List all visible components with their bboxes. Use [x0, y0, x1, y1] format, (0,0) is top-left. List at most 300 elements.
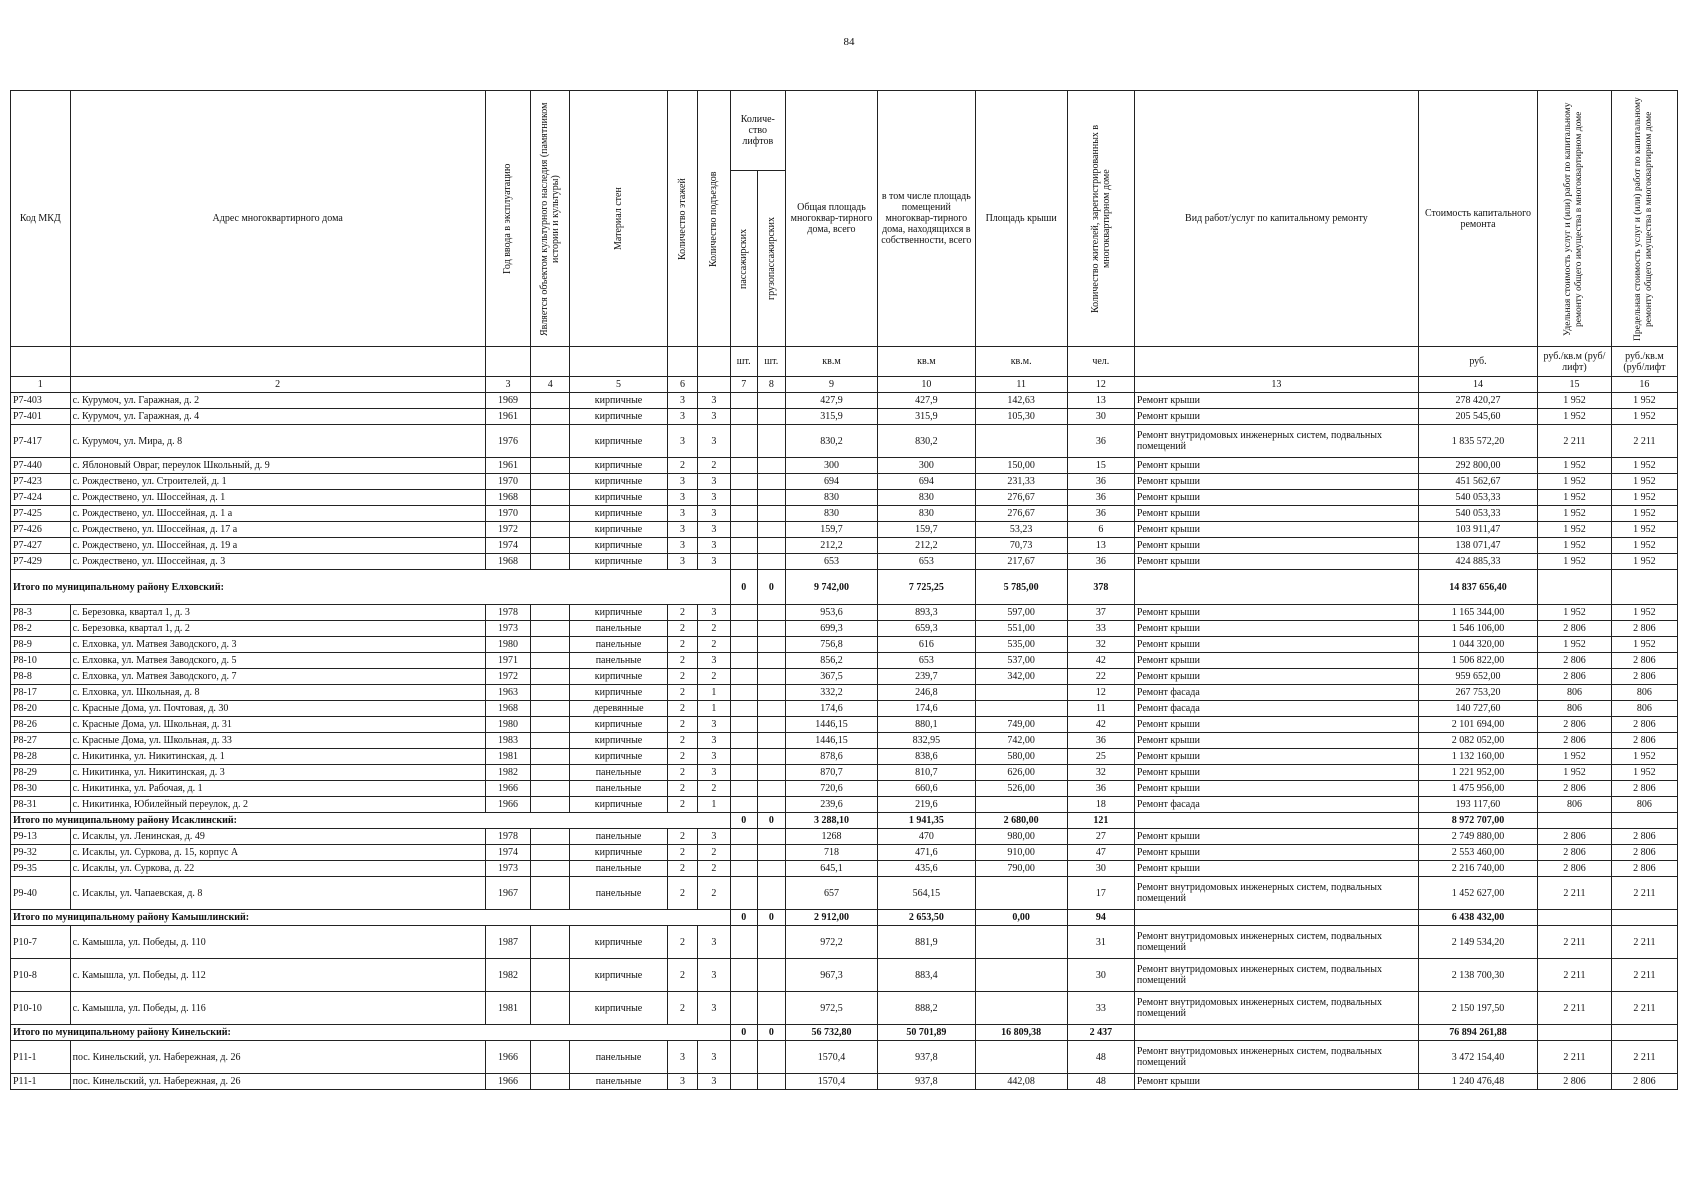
cell-year: 1981: [485, 992, 531, 1025]
cell-address: с. Исаклы, ул. Чапаевская, д. 8: [70, 877, 485, 910]
cell-cost: 1 221 952,00: [1418, 765, 1537, 781]
cell-heritage: [531, 765, 570, 781]
cell-work: Ремонт крыши: [1134, 845, 1418, 861]
cell-floors: 2: [667, 926, 697, 959]
cell-lifts-cargo: [757, 425, 785, 458]
subtotal-unit-cost: [1538, 1025, 1612, 1041]
cell-year: 1973: [485, 621, 531, 637]
cell-residents: 36: [1067, 506, 1134, 522]
cell-unit-cost: 2 211: [1538, 992, 1612, 1025]
cell-address: с. Рождествено, ул. Строителей, д. 1: [70, 474, 485, 490]
cell-lifts-passenger: [730, 829, 757, 845]
table-row: [11, 538, 1678, 554]
cell-floors: 2: [667, 781, 697, 797]
table-row: [11, 701, 1678, 717]
cell-unit-cost: 1 952: [1538, 605, 1612, 621]
cell-walls: кирпичные: [570, 959, 668, 992]
cell-max-cost: 1 952: [1611, 490, 1677, 506]
cell-lifts-cargo: [757, 522, 785, 538]
subtotal-label: Итого по муниципальному району Кинельский:: [11, 1025, 731, 1041]
header-floors: Количество этажей: [676, 177, 688, 260]
cell-floors: 2: [667, 861, 697, 877]
cell-heritage: [531, 717, 570, 733]
cell-unit-cost: 2 211: [1538, 425, 1612, 458]
cell-total-area: 653: [785, 554, 877, 570]
cell-heritage: [531, 845, 570, 861]
cell-cost: 1 240 476,48: [1418, 1074, 1537, 1090]
cell-address: с. Никитинка, ул. Никитинская, д. 1: [70, 749, 485, 765]
header-lifts: Количе-ство лифтов: [730, 91, 785, 171]
cell-max-cost: 806: [1611, 797, 1677, 813]
cell-work: Ремонт фасада: [1134, 701, 1418, 717]
cell-unit-cost: 1 952: [1538, 458, 1612, 474]
cell-total-area: 315,9: [785, 409, 877, 425]
cell-unit-cost: 806: [1538, 685, 1612, 701]
cell-address: с. Березовка, квартал 1, д. 3: [70, 605, 485, 621]
column-number: 1: [11, 377, 71, 393]
cell-roof-area: [975, 992, 1067, 1025]
cell-max-cost: 1 952: [1611, 749, 1677, 765]
cell-roof-area: 597,00: [975, 605, 1067, 621]
cell-max-cost: 2 211: [1611, 1041, 1677, 1074]
cell-residents: 31: [1067, 926, 1134, 959]
cell-lifts-passenger: [730, 749, 757, 765]
cell-heritage: [531, 685, 570, 701]
cell-unit-cost: 806: [1538, 701, 1612, 717]
cell-lifts-passenger: [730, 845, 757, 861]
table-row: [11, 926, 1678, 959]
subtotal-residents: 2 437: [1067, 1025, 1134, 1041]
cell-total-area: 159,7: [785, 522, 877, 538]
cell-code: Р7-440: [11, 458, 71, 474]
cell-floors: 2: [667, 637, 697, 653]
cell-year: 1976: [485, 425, 531, 458]
cell-heritage: [531, 1041, 570, 1074]
cell-work: Ремонт внутридомовых инженерных систем, подвальных помещений: [1134, 992, 1418, 1025]
cell-max-cost: 2 806: [1611, 781, 1677, 797]
cell-unit-cost: 2 211: [1538, 1041, 1612, 1074]
subtotal-work: [1134, 813, 1418, 829]
cell-max-cost: 1 952: [1611, 605, 1677, 621]
cell-code: Р7-429: [11, 554, 71, 570]
cell-work: Ремонт крыши: [1134, 1074, 1418, 1090]
cell-roof-area: [975, 1041, 1067, 1074]
table-row: [11, 797, 1678, 813]
cell-year: 1970: [485, 474, 531, 490]
cell-lifts-cargo: [757, 669, 785, 685]
subtotal-work: [1134, 910, 1418, 926]
cell-heritage: [531, 669, 570, 685]
cell-work: Ремонт крыши: [1134, 538, 1418, 554]
cell-max-cost: 2 806: [1611, 669, 1677, 685]
cell-entrances: 2: [698, 845, 731, 861]
cell-unit-cost: 2 211: [1538, 926, 1612, 959]
repair-register-table: [10, 90, 1678, 1090]
subtotal-work: [1134, 1025, 1418, 1041]
cell-floors: 2: [667, 992, 697, 1025]
cell-address: с. Яблоновый Овраг, переулок Школьный, д. 9: [70, 458, 485, 474]
cell-entrances: 2: [698, 861, 731, 877]
cell-walls: панельные: [570, 637, 668, 653]
cell-cost: 2 101 694,00: [1418, 717, 1537, 733]
cell-lifts-cargo: [757, 637, 785, 653]
cell-max-cost: 1 952: [1611, 538, 1677, 554]
page-number: 84: [843, 36, 855, 48]
cell-floors: 2: [667, 458, 697, 474]
cell-max-cost: 2 806: [1611, 861, 1677, 877]
cell-floors: 2: [667, 621, 697, 637]
cell-max-cost: 2 806: [1611, 717, 1677, 733]
cell-roof-area: [975, 425, 1067, 458]
subtotal-cost: 6 438 432,00: [1418, 910, 1537, 926]
cell-address: с. Рождествено, ул. Шоссейная, д. 3: [70, 554, 485, 570]
cell-code: Р7-423: [11, 474, 71, 490]
cell-residents: 42: [1067, 653, 1134, 669]
cell-work: Ремонт крыши: [1134, 733, 1418, 749]
header-total-area: Общая площадь многоквар-тирного дома, всего: [785, 91, 877, 347]
table-row: [11, 959, 1678, 992]
cell-roof-area: 626,00: [975, 765, 1067, 781]
subtotal-label: Итого по муниципальному району Камышлинский:: [11, 910, 731, 926]
cell-max-cost: 1 952: [1611, 554, 1677, 570]
column-number: 10: [878, 377, 976, 393]
cell-heritage: [531, 733, 570, 749]
cell-year: 1972: [485, 522, 531, 538]
column-number: 2: [70, 377, 485, 393]
cell-address: с. Красные Дома, ул. Школьная, д. 33: [70, 733, 485, 749]
cell-cost: 1 475 956,00: [1418, 781, 1537, 797]
table-row: [11, 409, 1678, 425]
cell-entrances: 2: [698, 669, 731, 685]
table-row: [11, 458, 1678, 474]
subtotal-residents: 121: [1067, 813, 1134, 829]
column-number: 8: [757, 377, 785, 393]
cell-residents: 32: [1067, 637, 1134, 653]
table-row: [11, 829, 1678, 845]
subtotal-lifts-passenger: 0: [730, 1025, 757, 1041]
cell-heritage: [531, 1074, 570, 1090]
cell-unit-cost: 2 211: [1538, 877, 1612, 910]
cell-code: Р10-8: [11, 959, 71, 992]
table-row: [11, 749, 1678, 765]
column-number: 5: [570, 377, 668, 393]
cell-total-area: 212,2: [785, 538, 877, 554]
cell-roof-area: 342,00: [975, 669, 1067, 685]
subtotal-label: Итого по муниципальному району Исаклинский:: [11, 813, 731, 829]
cell-work: Ремонт крыши: [1134, 621, 1418, 637]
unit-residents: чел.: [1067, 347, 1134, 377]
cell-owned-area: 888,2: [878, 992, 976, 1025]
cell-total-area: 300: [785, 458, 877, 474]
subtotal-row: [11, 813, 1678, 829]
cell-max-cost: 2 806: [1611, 845, 1677, 861]
cell-year: 1978: [485, 829, 531, 845]
cell-lifts-cargo: [757, 829, 785, 845]
cell-cost: 959 652,00: [1418, 669, 1537, 685]
cell-year: 1966: [485, 781, 531, 797]
cell-entrances: 3: [698, 490, 731, 506]
cell-floors: 3: [667, 1074, 697, 1090]
cell-entrances: 3: [698, 733, 731, 749]
table-row: [11, 992, 1678, 1025]
cell-year: 1971: [485, 653, 531, 669]
cell-residents: 36: [1067, 490, 1134, 506]
cell-max-cost: 2 211: [1611, 425, 1677, 458]
cell-total-area: 878,6: [785, 749, 877, 765]
cell-unit-cost: 2 806: [1538, 717, 1612, 733]
cell-walls: панельные: [570, 653, 668, 669]
cell-unit-cost: 806: [1538, 797, 1612, 813]
subtotal-roof-area: 5 785,00: [975, 570, 1067, 605]
cell-address: с. Елховка, ул. Матвея Заводского, д. 5: [70, 653, 485, 669]
cell-owned-area: 653: [878, 554, 976, 570]
cell-lifts-cargo: [757, 506, 785, 522]
table-row: [11, 781, 1678, 797]
cell-roof-area: 535,00: [975, 637, 1067, 653]
header-heritage: Является объектом культурного наследия (памятником истории и культуры): [539, 101, 562, 336]
cell-year: 1987: [485, 926, 531, 959]
cell-walls: кирпичные: [570, 669, 668, 685]
cell-heritage: [531, 781, 570, 797]
header-address: Адрес многоквартирного дома: [70, 91, 485, 347]
subtotal-roof-area: 0,00: [975, 910, 1067, 926]
cell-year: 1968: [485, 701, 531, 717]
column-number: 12: [1067, 377, 1134, 393]
cell-work: Ремонт крыши: [1134, 409, 1418, 425]
cell-max-cost: 2 806: [1611, 733, 1677, 749]
cell-heritage: [531, 425, 570, 458]
cell-lifts-passenger: [730, 797, 757, 813]
cell-residents: 36: [1067, 781, 1134, 797]
cell-lifts-cargo: [757, 409, 785, 425]
cell-work: Ремонт крыши: [1134, 522, 1418, 538]
cell-heritage: [531, 829, 570, 845]
cell-total-area: 718: [785, 845, 877, 861]
cell-code: Р8-26: [11, 717, 71, 733]
cell-lifts-passenger: [730, 605, 757, 621]
cell-heritage: [531, 458, 570, 474]
cell-floors: 2: [667, 765, 697, 781]
cell-work: Ремонт крыши: [1134, 474, 1418, 490]
unit-total-area: кв.м: [785, 347, 877, 377]
cell-max-cost: 1 952: [1611, 474, 1677, 490]
cell-residents: 48: [1067, 1074, 1134, 1090]
cell-max-cost: 1 952: [1611, 409, 1677, 425]
cell-floors: 3: [667, 522, 697, 538]
cell-cost: 267 753,20: [1418, 685, 1537, 701]
subtotal-total-area: 2 912,00: [785, 910, 877, 926]
cell-code: Р9-13: [11, 829, 71, 845]
cell-roof-area: [975, 926, 1067, 959]
cell-owned-area: 246,8: [878, 685, 976, 701]
header-work: Вид работ/услуг по капитальному ремонту: [1134, 91, 1418, 347]
cell-cost: 1 506 822,00: [1418, 653, 1537, 669]
cell-roof-area: 442,08: [975, 1074, 1067, 1090]
subtotal-roof-area: 16 809,38: [975, 1025, 1067, 1041]
cell-address: с. Березовка, квартал 1, д. 2: [70, 621, 485, 637]
cell-code: Р8-20: [11, 701, 71, 717]
cell-code: Р10-7: [11, 926, 71, 959]
cell-total-area: 1570,4: [785, 1074, 877, 1090]
cell-max-cost: 1 952: [1611, 765, 1677, 781]
cell-floors: 3: [667, 538, 697, 554]
cell-year: 1982: [485, 959, 531, 992]
cell-cost: 3 472 154,40: [1418, 1041, 1537, 1074]
subtotal-roof-area: 2 680,00: [975, 813, 1067, 829]
cell-address: с. Рождествено, ул. Шоссейная, д. 17 а: [70, 522, 485, 538]
cell-cost: 451 562,67: [1418, 474, 1537, 490]
cell-code: Р8-2: [11, 621, 71, 637]
cell-owned-area: 832,95: [878, 733, 976, 749]
cell-lifts-cargo: [757, 781, 785, 797]
cell-residents: 33: [1067, 992, 1134, 1025]
table-row: [11, 861, 1678, 877]
cell-address: с. Рождествено, ул. Шоссейная, д. 1 а: [70, 506, 485, 522]
cell-residents: 33: [1067, 621, 1134, 637]
header-unit-cost: Удельная стоимость услуг и (или) работ по капитальному ремонту общего имущества в многоквартирном доме: [1563, 101, 1585, 336]
cell-owned-area: 159,7: [878, 522, 976, 538]
cell-max-cost: 1 952: [1611, 393, 1677, 409]
cell-entrances: 3: [698, 474, 731, 490]
cell-heritage: [531, 409, 570, 425]
cell-lifts-cargo: [757, 605, 785, 621]
cell-code: Р8-29: [11, 765, 71, 781]
cell-walls: деревянные: [570, 701, 668, 717]
cell-floors: 3: [667, 393, 697, 409]
cell-owned-area: 660,6: [878, 781, 976, 797]
cell-lifts-cargo: [757, 926, 785, 959]
subtotal-label: Итого по муниципальному району Елховский:: [11, 570, 731, 605]
subtotal-max-cost: [1611, 910, 1677, 926]
cell-walls: панельные: [570, 765, 668, 781]
cell-residents: 12: [1067, 685, 1134, 701]
cell-residents: 37: [1067, 605, 1134, 621]
cell-year: 1968: [485, 554, 531, 570]
cell-entrances: 2: [698, 877, 731, 910]
cell-owned-area: 219,6: [878, 797, 976, 813]
cell-lifts-passenger: [730, 425, 757, 458]
cell-entrances: 3: [698, 554, 731, 570]
cell-cost: 138 071,47: [1418, 538, 1537, 554]
cell-lifts-cargo: [757, 621, 785, 637]
cell-residents: 36: [1067, 425, 1134, 458]
cell-code: Р8-10: [11, 653, 71, 669]
cell-walls: кирпичные: [570, 926, 668, 959]
subtotal-lifts-passenger: 0: [730, 570, 757, 605]
header-residents: Количество жителей, зарегистрированных в многоквартирном доме: [1089, 124, 1112, 313]
cell-residents: 11: [1067, 701, 1134, 717]
cell-floors: 2: [667, 959, 697, 992]
cell-floors: 3: [667, 409, 697, 425]
cell-code: Р7-425: [11, 506, 71, 522]
column-numbers-row: [11, 377, 1678, 393]
cell-max-cost: 806: [1611, 701, 1677, 717]
cell-lifts-cargo: [757, 538, 785, 554]
cell-unit-cost: 1 952: [1538, 554, 1612, 570]
cell-address: с. Красные Дома, ул. Почтовая, д. 30: [70, 701, 485, 717]
cell-floors: 2: [667, 733, 697, 749]
cell-work: Ремонт внутридомовых инженерных систем, подвальных помещений: [1134, 877, 1418, 910]
cell-total-area: 427,9: [785, 393, 877, 409]
cell-cost: 2 553 460,00: [1418, 845, 1537, 861]
cell-floors: 2: [667, 605, 697, 621]
cell-max-cost: 2 806: [1611, 653, 1677, 669]
cell-walls: панельные: [570, 781, 668, 797]
header-max-cost: Предельная стоимость услуг и (или) работ по капитальному ремонту общего имущества в многоквартирном доме: [1633, 96, 1655, 341]
cell-entrances: 3: [698, 522, 731, 538]
cell-roof-area: 150,00: [975, 458, 1067, 474]
cell-address: с. Елховка, ул. Матвея Заводского, д. 7: [70, 669, 485, 685]
cell-walls: кирпичные: [570, 474, 668, 490]
cell-walls: панельные: [570, 1074, 668, 1090]
cell-max-cost: 2 806: [1611, 621, 1677, 637]
cell-unit-cost: 2 806: [1538, 1074, 1612, 1090]
unit-max-cost: руб./кв.м (руб/лифт: [1611, 347, 1677, 377]
header-roof-area: Площадь крыши: [975, 91, 1067, 347]
subtotal-row: [11, 1025, 1678, 1041]
table-row: [11, 425, 1678, 458]
cell-work: Ремонт крыши: [1134, 490, 1418, 506]
unit-lifts-passenger: шт.: [730, 347, 757, 377]
cell-lifts-cargo: [757, 490, 785, 506]
cell-owned-area: 471,6: [878, 845, 976, 861]
header-code: Код МКД: [11, 91, 71, 347]
cell-residents: 22: [1067, 669, 1134, 685]
cell-roof-area: 276,67: [975, 506, 1067, 522]
cell-lifts-cargo: [757, 861, 785, 877]
cell-floors: 2: [667, 845, 697, 861]
header-entrances: Количество подъездов: [708, 170, 720, 267]
cell-max-cost: 2 211: [1611, 926, 1677, 959]
subtotal-unit-cost: [1538, 813, 1612, 829]
cell-total-area: 756,8: [785, 637, 877, 653]
subtotal-cost: 76 894 261,88: [1418, 1025, 1537, 1041]
cell-code: Р9-35: [11, 861, 71, 877]
cell-work: Ремонт фасада: [1134, 685, 1418, 701]
cell-entrances: 3: [698, 749, 731, 765]
cell-floors: 3: [667, 554, 697, 570]
cell-residents: 36: [1067, 554, 1134, 570]
cell-floors: 3: [667, 1041, 697, 1074]
cell-floors: 2: [667, 717, 697, 733]
subtotal-cost: 14 837 656,40: [1418, 570, 1537, 605]
cell-max-cost: 1 952: [1611, 637, 1677, 653]
cell-address: с. Рождествено, ул. Шоссейная, д. 19 а: [70, 538, 485, 554]
cell-work: Ремонт внутридомовых инженерных систем, подвальных помещений: [1134, 926, 1418, 959]
cell-work: Ремонт крыши: [1134, 605, 1418, 621]
cell-heritage: [531, 959, 570, 992]
header-owned-area: в том числе площадь помещений многоквар-тирного дома, находящихся в собственности, всего: [878, 91, 976, 347]
header-cost: Стоимость капитального ремонта: [1418, 91, 1537, 347]
cell-walls: кирпичные: [570, 506, 668, 522]
cell-code: Р8-17: [11, 685, 71, 701]
cell-address: с. Красные Дома, ул. Школьная, д. 31: [70, 717, 485, 733]
cell-roof-area: 142,63: [975, 393, 1067, 409]
cell-owned-area: 830: [878, 506, 976, 522]
cell-lifts-cargo: [757, 797, 785, 813]
cell-total-area: 694: [785, 474, 877, 490]
table-header: [11, 91, 1678, 393]
cell-heritage: [531, 701, 570, 717]
cell-residents: 30: [1067, 409, 1134, 425]
cell-walls: кирпичные: [570, 797, 668, 813]
cell-owned-area: 239,7: [878, 669, 976, 685]
cell-code: Р9-32: [11, 845, 71, 861]
cell-unit-cost: 1 952: [1538, 522, 1612, 538]
table-row: [11, 506, 1678, 522]
cell-owned-area: 830: [878, 490, 976, 506]
cell-lifts-passenger: [730, 992, 757, 1025]
